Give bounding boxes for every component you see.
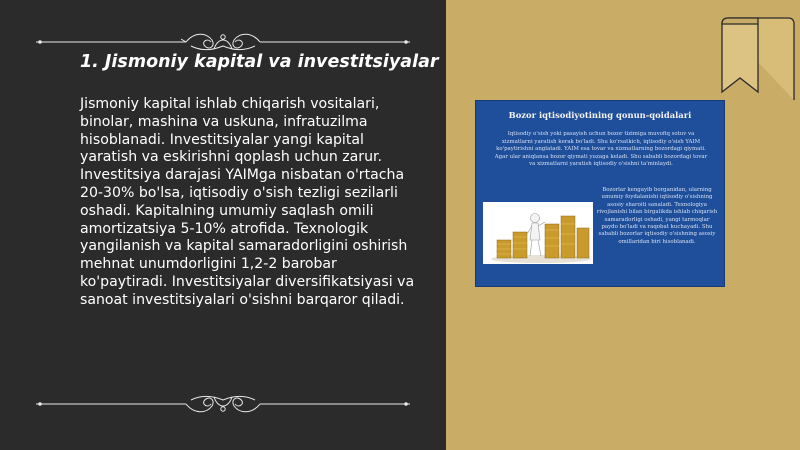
slide-body-text: Jismoniy kapital ishlab chiqarish vositalari, binolar, mashina va uskuna, infratuzilma hisoblanadi. Investitsiyalar yangi kapital yaratish va eskirishni qoplash uchun zarur. Investitsiya darajasi YAIMga nisbatan o'rtacha 20-30% bo'lsa, iqtisodiy o'sish tezligi sezilarli oshadi. Kapitalning umumiy saqlash omili amortizatsiya 5-10% atrofida. Texnologik yangilanish va kapital samaradorligini oshirish mehnat unumdorligini 1,2-2 barobar ko'paytiradi. Investitsiyalar diversifikatsiyasi va sanoat investitsiyalari o'sishni barqaror qiladi. [80, 96, 415, 308]
inset-paragraph-2: Bozorlar kengayib borganidan, ularning umumiy foydalanishi iqtisodiy o'sishning asosiy sharoiti sanaladi. Texnologiya rivojlanishi bilan birgalikda ishlab chiqarish samaradorligi oshadi, yangi tarmoqlar paydo bo'ladi va raqobat kuchayadi. Shu sababli bozorlar iqtisodiy o'sishning asosiy omillaridan biri hisoblanadi. [596, 187, 718, 245]
coin-stacks-with-figure-icon [483, 202, 593, 264]
slide-title: 1. Jismoniy kapital va investitsiyalar [80, 52, 439, 72]
bottom-flourish-divider-icon [36, 389, 410, 419]
inset-title: Bozor iqtisodiyotining qonun-qoidalari [508, 110, 692, 120]
inset-paragraph-1: Iqtisodiy o'sish yoki pasayish uchun bozor tizimiga muvofiq sotuv va xizmatlarni yaratish kerak bo'ladi. Shu ko'rsatkich, iqtisodiy o'sish YAIM ko'paytirishni anglatadi. YAIM esa tovar va xizmatlarning bozordagi qiymati. Agar ular aniqlansa bozor qiymati yuzaga keladi. Shu sababli bozordagi tovar va xizmatlarni yaratish iqtisodiy o'sishni ta'minlaydi. [494, 131, 708, 168]
inset-image-card [475, 100, 725, 287]
bookmark-ribbon-icon [716, 16, 796, 100]
